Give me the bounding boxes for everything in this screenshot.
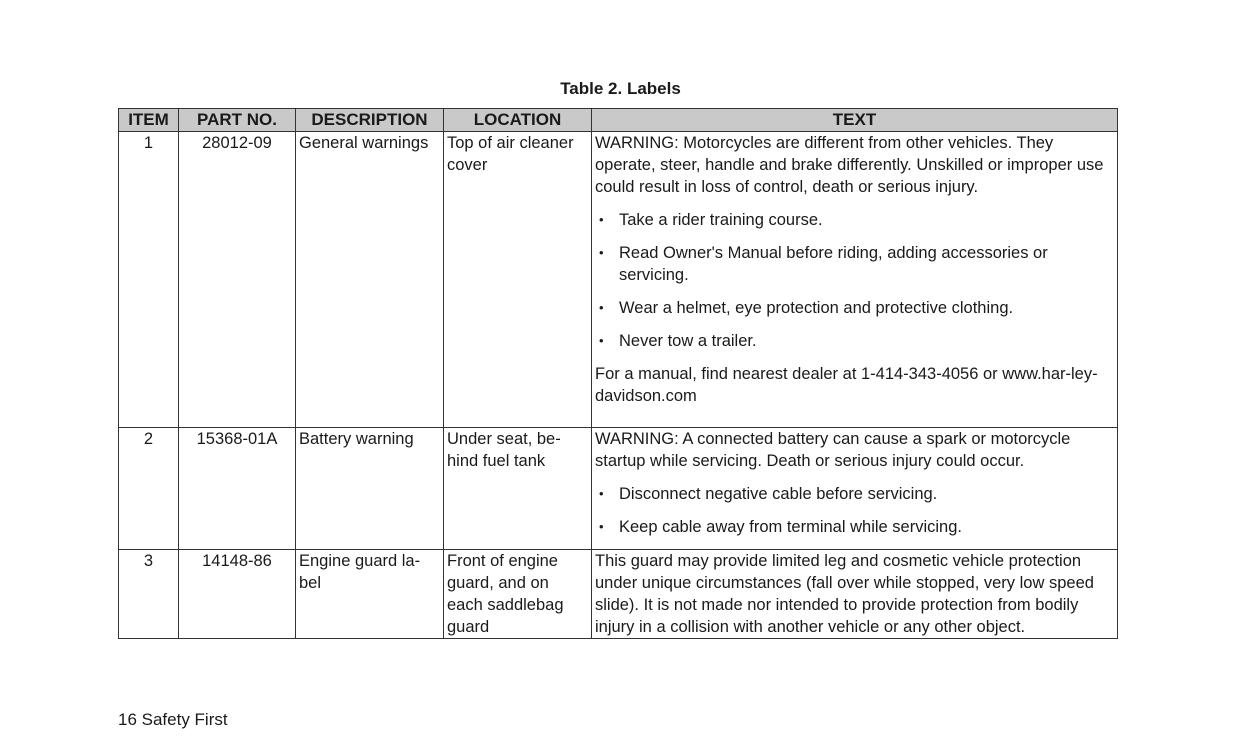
table-row (119, 132, 1118, 428)
header-location: LOCATION (444, 109, 592, 132)
bullet-item: • Disconnect negative cable before servicing. (595, 483, 1114, 505)
cell-location: Top of air cleaner cover (444, 132, 592, 428)
warning-text: WARNING: A connected battery can cause a spark or motorcycle startup while servicing. Death or serious injury could occur. (595, 430, 1071, 470)
page-footer: 16 Safety First (118, 710, 228, 729)
cell-description: General warnings (296, 132, 444, 428)
bullet-item: • Never tow a trailer. (595, 330, 1114, 352)
cell-item: 1 (119, 132, 179, 428)
header-part-no: PART NO. (179, 109, 296, 132)
table-row (119, 428, 1118, 550)
header-description: DESCRIPTION (296, 109, 444, 132)
cell-part-no: 15368-01A (179, 428, 296, 550)
bullet-item: • Read Owner's Manual before riding, adding accessories or servicing. (595, 242, 1114, 286)
cell-part-no: 28012-09 (179, 132, 296, 428)
cell-item: 3 (119, 550, 179, 639)
cell-location: Front of engine guard, and on each saddlebag guard (444, 550, 592, 639)
info-text: This guard may provide limited leg and cosmetic vehicle protection under unique circumstances (fall over while stopped, very low speed slide). It is not made nor intended to provide protection from bodily injury in a collision with another vehicle or any other object. (595, 552, 1094, 636)
cell-description: Battery warning (296, 428, 444, 550)
header-text: TEXT (592, 109, 1118, 132)
cell-item: 2 (119, 428, 179, 550)
cell-text (592, 550, 1118, 639)
table-row (119, 550, 1118, 639)
cell-text (592, 428, 1118, 550)
table-caption: Table 2. Labels (560, 79, 681, 98)
labels-table (118, 108, 1118, 639)
table-header-row (119, 109, 1118, 132)
cell-location: Under seat, be-hind fuel tank (444, 428, 592, 550)
bullet-item: • Wear a helmet, eye protection and protective clothing. (595, 297, 1114, 319)
cell-text (592, 132, 1118, 428)
cell-part-no: 14148-86 (179, 550, 296, 639)
warning-text: WARNING: Motorcycles are different from other vehicles. They operate, steer, handle and brake differently. Unskilled or improper use could result in loss of control, death or serious injury. (595, 134, 1104, 196)
header-item: ITEM (119, 109, 179, 132)
dealer-note: For a manual, find nearest dealer at 1-414-343-4056 or www.har-ley-davidson.com (595, 365, 1098, 405)
bullet-item: • Take a rider training course. (595, 209, 1114, 231)
bullet-item: • Keep cable away from terminal while servicing. (595, 516, 1114, 538)
cell-description: Engine guard la-bel (296, 550, 444, 639)
